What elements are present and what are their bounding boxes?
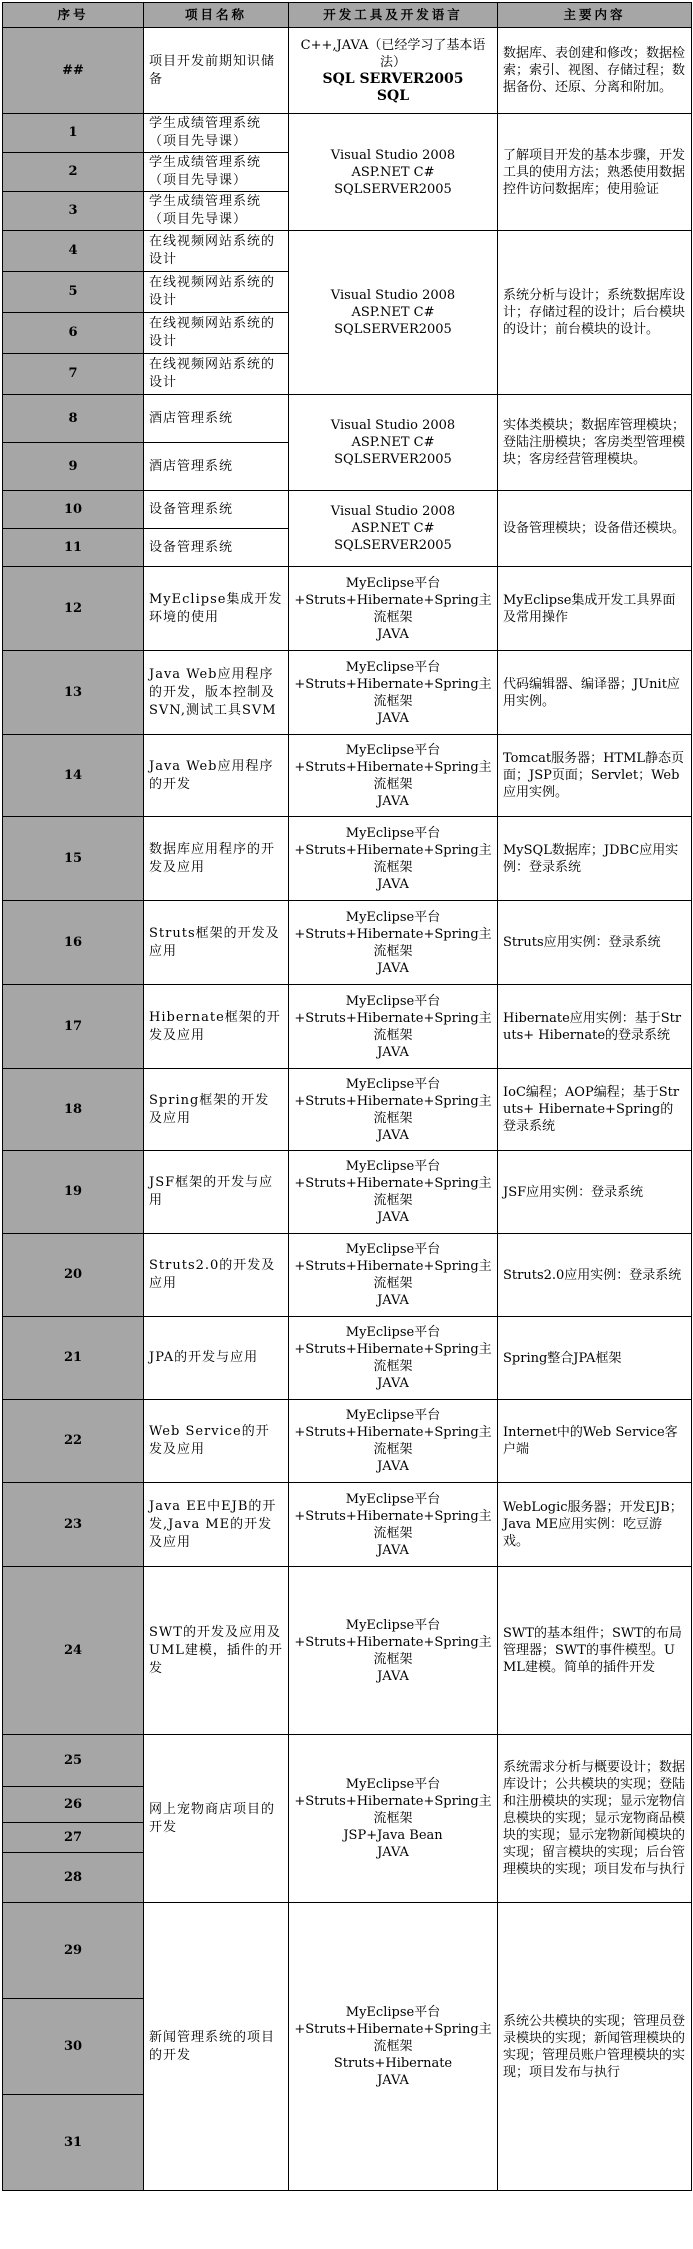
project-name: 项目开发前期知识储备 [144,28,289,114]
tools-line: Struts+Hibernate [333,2056,453,2071]
tools-line: MyEclipse平台 [345,825,441,841]
tools-cell [289,1400,498,1483]
project-name: Struts2.0的开发及应用 [144,1234,289,1317]
row-number: 23 [3,1483,144,1567]
tools-line: Visual Studio 2008 [330,288,456,303]
tools-line: MyEclipse平台 [345,1491,441,1507]
row-number: 28 [3,1853,144,1903]
tools-line: JAVA [377,1044,409,1060]
tools-line: MyEclipse平台 [345,575,441,591]
table-row [3,1151,692,1234]
project-name: SWT的开发及应用及UML建模，插件的开发 [144,1567,289,1735]
row-number: 15 [3,817,144,901]
tools-line: +Struts+Hibernate+Spring主流框架 [294,676,492,709]
header-tools: 开发工具及开发语言 [289,3,498,28]
tools-line: JAVA [377,1668,409,1684]
project-name: JPA的开发与应用 [144,1317,289,1400]
table-row [3,1483,692,1567]
row-number: 3 [3,192,144,231]
tools-cell [289,395,498,491]
table-row [3,735,692,817]
table-row [3,395,692,443]
tools-line: +Struts+Hibernate+Spring主流框架 [294,1634,492,1667]
tools-line: SQLSERVER2005 [334,452,452,467]
tools-cell [289,1483,498,1567]
table-row [3,1567,692,1735]
content-cell: Internet中的Web Service客户端 [498,1400,692,1483]
table-row [3,231,692,272]
project-name: Spring框架的开发及应用 [144,1069,289,1151]
content-cell: Struts应用实例：登录系统 [498,901,692,985]
tools-line: SQL SERVER2005 [322,70,464,87]
tools-line: ASP.NET C# [351,164,435,180]
tools-line: +Struts+Hibernate+Spring主流框架 [294,1794,492,1826]
tools-cell [289,1903,498,2191]
content-cell: SWT的基本组件；SWT的布局管理器；SWT的事件模型。UML建模。简单的插件开发 [498,1567,692,1735]
tools-line: JSP+Java Bean [343,1828,443,1843]
table-row [3,985,692,1069]
tools-cell [289,1317,498,1400]
tools-line: MyEclipse平台 [345,1325,441,1340]
tools-line: +Struts+Hibernate+Spring主流框架 [294,1176,492,1208]
row-number: 26 [3,1787,144,1823]
project-name: Java EE中EJB的开发,Java ME的开发及应用 [144,1483,289,1567]
tools-cell [289,567,498,651]
tools-line: +Struts+Hibernate+Spring主流框架 [294,1342,492,1374]
table-row [3,901,692,985]
tools-line: MyEclipse平台 [345,1777,441,1792]
tools-line: SQLSERVER2005 [334,538,452,553]
tools-line: MyEclipse平台 [345,1408,441,1423]
row-number: 5 [3,272,144,313]
project-name: 设备管理系统 [144,491,289,529]
tools-line: MyEclipse平台 [345,659,441,675]
content-cell: IoC编程；AOP编程；基于Struts+ Hibernate+Spring的登录系统 [498,1069,692,1151]
tools-line: JAVA [377,960,409,976]
tools-line: JAVA [377,1210,409,1225]
project-name: 在线视频网站系统的设计 [144,272,289,313]
content-cell: 系统需求分析与概要设计；数据库设计；公共模块的实现；登陆和注册模块的实现；显示宠物信息模块的实现；显示宠物商品模块的实现；显示宠物新闻模块的实现；留言模块的实现；后台管理模块的实现；项目发布与执行 [498,1735,692,1903]
tools-line: Visual Studio 2008 [330,418,456,433]
content-cell: 代码编辑器、编译器；JUnit应用实例。 [498,651,692,735]
content-cell: Hibernate应用实例：基于Struts+ Hibernate的登录系统 [498,985,692,1069]
tools-line: SQLSERVER2005 [334,322,452,337]
tools-line: MyEclipse平台 [345,1617,441,1633]
row-number: 19 [3,1151,144,1234]
table-row [3,1903,692,1999]
content-cell: 数据库、表创建和修改；数据检索；索引、视图、存储过程；数据备份、还原、分离和附加。 [498,28,692,114]
tools-line: +Struts+Hibernate+Spring主流框架 [294,1093,492,1126]
tools-cell [289,1234,498,1317]
tools-cell [289,1069,498,1151]
header-row [3,3,692,28]
row-number: 13 [3,651,144,735]
project-name: Java Web应用程序的开发 [144,735,289,817]
table-row [3,1735,692,1787]
tools-line: JAVA [377,876,409,892]
tools-line: JAVA [377,1845,409,1860]
content-cell: Struts2.0应用实例：登录系统 [498,1234,692,1317]
tools-line: +Struts+Hibernate+Spring主流框架 [294,1259,492,1291]
row-number: 1 [3,114,144,153]
project-name: Hibernate框架的开发及应用 [144,985,289,1069]
project-name: 学生成绩管理系统（项目先导课） [144,153,289,192]
tools-cell [289,1735,498,1903]
tools-line: ASP.NET C# [351,435,435,450]
row-number: 18 [3,1069,144,1151]
table-row [3,1317,692,1400]
table-row [3,651,692,735]
table-row [3,1400,692,1483]
tools-cell [289,28,498,114]
project-name: 在线视频网站系统的设计 [144,231,289,272]
tools-line: MyEclipse平台 [345,1076,441,1092]
header-seq: 序号 [3,3,144,28]
content-cell: JSF应用实例：登录系统 [498,1151,692,1234]
row-number: 7 [3,354,144,395]
row-number: 25 [3,1735,144,1787]
row-number: 24 [3,1567,144,1735]
row-number: ## [3,28,144,114]
tools-line: +Struts+Hibernate+Spring主流框架 [294,759,492,792]
header-content: 主要内容 [498,3,692,28]
tools-line: C++,JAVA（已经学习了基本语法） [300,37,486,70]
course-table [2,2,692,2191]
project-name: Web Service的开发及应用 [144,1400,289,1483]
row-number: 10 [3,491,144,529]
tools-cell [289,901,498,985]
row-number: 12 [3,567,144,651]
project-name: 酒店管理系统 [144,395,289,443]
tools-line: +Struts+Hibernate+Spring主流框架 [294,592,492,625]
row-number: 8 [3,395,144,443]
content-cell: Spring整合JPA框架 [498,1317,692,1400]
tools-cell [289,491,498,567]
project-name: Java Web应用程序的开发，版本控制及SVN,测试工具SVM [144,651,289,735]
tools-line: ASP.NET C# [351,305,435,320]
tools-line: JAVA [377,1293,409,1308]
row-number: 2 [3,153,144,192]
tools-line: JAVA [377,710,409,726]
tools-line: +Struts+Hibernate+Spring主流框架 [294,926,492,959]
tools-line: MyEclipse平台 [345,909,441,925]
project-name: 学生成绩管理系统（项目先导课） [144,192,289,231]
project-name: 网上宠物商店项目的开发 [144,1735,289,1903]
tools-line: +Struts+Hibernate+Spring主流框架 [294,2022,492,2054]
tools-line: SQL [376,87,410,104]
tools-line: JAVA [377,626,409,642]
tools-line: JAVA [377,793,409,809]
table-row [3,114,692,153]
content-cell: MySQL数据库；JDBC应用实例：登录系统 [498,817,692,901]
project-name: 学生成绩管理系统（项目先导课） [144,114,289,153]
tools-line: MyEclipse平台 [345,742,441,758]
tools-line: MyEclipse平台 [345,1159,441,1174]
row-number: 22 [3,1400,144,1483]
tools-line: JAVA [377,2073,409,2088]
content-cell: 实体类模块；数据库管理模块；登陆注册模块；客房类型管理模块；客房经营管理模块。 [498,395,692,491]
project-name: MyEclipse集成开发环境的使用 [144,567,289,651]
tools-line: MyEclipse平台 [345,2005,441,2020]
tools-cell [289,1151,498,1234]
tools-cell [289,114,498,231]
tools-line: Visual Studio 2008 [330,504,456,519]
row-number: 4 [3,231,144,272]
tools-line: +Struts+Hibernate+Spring主流框架 [294,1010,492,1043]
tools-cell [289,1567,498,1735]
row-number: 14 [3,735,144,817]
header-project-name: 项目名称 [144,3,289,28]
project-name: 新闻管理系统的项目的开发 [144,1903,289,2191]
tools-cell [289,651,498,735]
tools-cell [289,735,498,817]
tools-line: Visual Studio 2008 [330,147,456,163]
project-name: 在线视频网站系统的设计 [144,313,289,354]
tools-cell [289,817,498,901]
row-number: 21 [3,1317,144,1400]
row-number: 20 [3,1234,144,1317]
table-row [3,1069,692,1151]
content-cell: 系统公共模块的实现；管理员登录模块的实现；新闻管理模块的实现；管理员账户管理模块的实现；项目发布与执行 [498,1903,692,2191]
tools-cell [289,231,498,395]
content-cell: 设备管理模块；设备借还模块。 [498,491,692,567]
tools-line: MyEclipse平台 [345,993,441,1009]
table-row [3,28,692,114]
table-row [3,491,692,529]
content-cell: Tomcat服务器；HTML静态页面；JSP页面；Servlet；Web应用实例。 [498,735,692,817]
row-number: 9 [3,443,144,491]
tools-line: JAVA [377,1542,409,1558]
tools-line: MyEclipse平台 [345,1242,441,1257]
tools-cell [289,985,498,1069]
content-cell: WebLogic服务器；开发EJB；Java ME应用实例：吃豆游戏。 [498,1483,692,1567]
row-number: 16 [3,901,144,985]
table-row [3,817,692,901]
tools-line: +Struts+Hibernate+Spring主流框架 [294,1508,492,1541]
tools-line: +Struts+Hibernate+Spring主流框架 [294,1425,492,1457]
table-row [3,1234,692,1317]
content-cell: 系统分析与设计；系统数据库设计；存储过程的设计；后台模块的设计；前台模块的设计。 [498,231,692,395]
row-number: 31 [3,2095,144,2191]
tools-line: ASP.NET C# [351,521,435,536]
project-name: 设备管理系统 [144,529,289,567]
tools-line: JAVA [377,1127,409,1143]
row-number: 6 [3,313,144,354]
content-cell: 了解项目开发的基本步骤，开发工具的使用方法；熟悉使用数据控件访问数据库；使用验证 [498,114,692,231]
tools-line: SQLSERVER2005 [334,181,452,197]
project-name: 数据库应用程序的开发及应用 [144,817,289,901]
row-number: 27 [3,1823,144,1853]
tools-line: JAVA [377,1459,409,1474]
tools-line: JAVA [377,1376,409,1391]
project-name: Struts框架的开发及应用 [144,901,289,985]
table-row [3,567,692,651]
row-number: 11 [3,529,144,567]
project-name: JSF框架的开发与应用 [144,1151,289,1234]
project-name: 在线视频网站系统的设计 [144,354,289,395]
row-number: 17 [3,985,144,1069]
project-name: 酒店管理系统 [144,443,289,491]
row-number: 30 [3,1999,144,2095]
row-number: 29 [3,1903,144,1999]
tools-line: +Struts+Hibernate+Spring主流框架 [294,842,492,875]
content-cell: MyEclipse集成开发工具界面及常用操作 [498,567,692,651]
